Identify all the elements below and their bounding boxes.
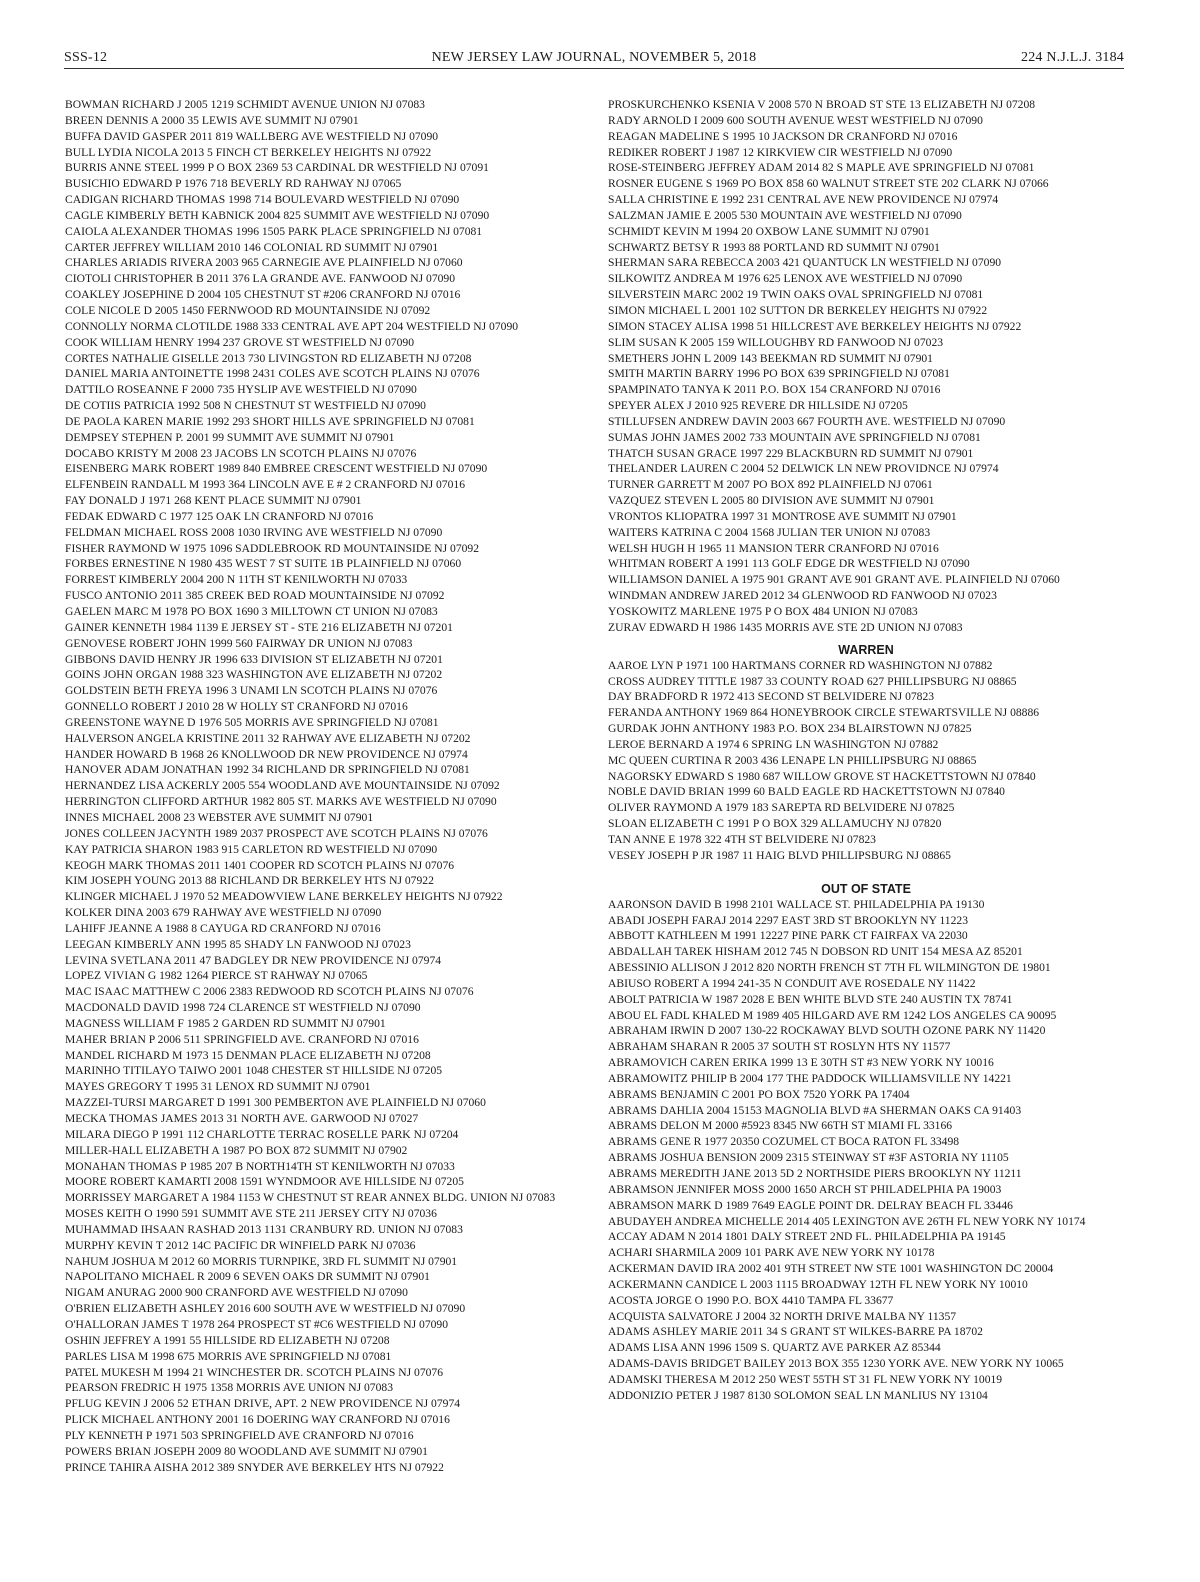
attorney-entry: ABRAMS DAHLIA 2004 15153 MAGNOLIA BLVD #A SHERMAN OAKS CA 91403 (608, 1103, 1022, 1117)
attorney-entry: ACKERMAN DAVID IRA 2002 401 9TH STREET NW STE 1001 WASHINGTON DC 20004 (608, 1262, 1054, 1276)
attorney-entry: GONNELLO ROBERT J 2010 28 W HOLLY ST CRANFORD NJ 07016 (65, 700, 408, 714)
attorney-entry: SPAMPINATO TANYA K 2011 P.O. BOX 154 CRANFORD NJ 07016 (608, 383, 941, 397)
attorney-entry: MUHAMMAD IHSAAN RASHAD 2013 1131 CRANBURY RD. UNION NJ 07083 (65, 1222, 463, 1236)
attorney-entry: MANDEL RICHARD M 1973 15 DENMAN PLACE ELIZABETH NJ 07208 (65, 1048, 431, 1062)
attorney-entry: VAZQUEZ STEVEN L 2005 80 DIVISION AVE SUMMIT NJ 07901 (608, 494, 935, 508)
attorney-entry: MARINHO TITILAYO TAIWO 2001 1048 CHESTER ST HILLSIDE NJ 07205 (65, 1064, 443, 1078)
attorney-entry: DATTILO ROSEANNE F 2000 735 HYSLIP AVE WESTFIELD NJ 07090 (65, 383, 417, 397)
attorney-entry: PATEL MUKESH M 1994 21 WINCHESTER DR. SCOTCH PLAINS NJ 07076 (65, 1365, 444, 1379)
attorney-entry: MOORE ROBERT KAMARTI 2008 1591 WYNDMOOR AVE HILLSIDE NJ 07205 (65, 1175, 464, 1189)
attorney-entry: ABOLT PATRICIA W 1987 2028 E BEN WHITE BLVD STE 240 AUSTIN TX 78741 (608, 992, 1013, 1006)
attorney-entry: COLE NICOLE D 2005 1450 FERNWOOD RD MOUNTAINSIDE NJ 07092 (65, 303, 431, 317)
attorney-entry: BUSICHIO EDWARD P 1976 718 BEVERLY RD RAHWAY NJ 07065 (65, 177, 402, 191)
attorney-entry: ACCAY ADAM N 2014 1801 DALY STREET 2ND FL. PHILADELPHIA PA 19145 (608, 1230, 1006, 1244)
attorney-entry: WAITERS KATRINA C 2004 1568 JULIAN TER UNION NJ 07083 (608, 525, 931, 539)
attorney-entry: PLY KENNETH P 1971 503 SPRINGFIELD AVE CRANFORD NJ 07016 (65, 1428, 414, 1442)
attorney-entry: ABRAHAM SHARAN R 2005 37 SOUTH ST ROSLYN HTS NY 11577 (608, 1040, 951, 1054)
attorney-entry: EISENBERG MARK ROBERT 1989 840 EMBREE CRESCENT WESTFIELD NJ 07090 (65, 462, 488, 476)
attorney-entry: CAGLE KIMBERLY BETH KABNICK 2004 825 SUMMIT AVE WESTFIELD NJ 07090 (65, 208, 490, 222)
attorney-entry: GOLDSTEIN BETH FREYA 1996 3 UNAMI LN SCOTCH PLAINS NJ 07076 (65, 684, 438, 698)
attorney-entry: MACDONALD DAVID 1998 724 CLARENCE ST WESTFIELD NJ 07090 (65, 1001, 421, 1015)
publication-title: NEW JERSEY LAW JOURNAL, NOVEMBER 5, 2018 (431, 50, 757, 65)
attorney-entry: ABRAMOVICH CAREN ERIKA 1999 13 E 30TH ST #3 NEW YORK NY 10016 (608, 1056, 994, 1070)
attorney-entry: ADAMS ASHLEY MARIE 2011 34 S GRANT ST WILKES-BARRE PA 18702 (608, 1325, 983, 1339)
attorney-entry: WHITMAN ROBERT A 1991 113 GOLF EDGE DR WESTFIELD NJ 07090 (608, 557, 970, 571)
attorney-entry: ADAMS-DAVIS BRIDGET BAILEY 2013 BOX 355 1230 YORK AVE. NEW YORK NY 10065 (608, 1357, 1064, 1371)
section-heading-out-of-state: OUT OF STATE (821, 881, 911, 896)
attorney-entry: FORBES ERNESTINE N 1980 435 WEST 7 ST SUITE 1B PLAINFIELD NJ 07060 (65, 557, 462, 571)
attorney-entry: ABRAMS MEREDITH JANE 2013 5D 2 NORTHSIDE PIERS BROOKLYN NY 11211 (608, 1167, 1022, 1180)
attorney-entry: THELANDER LAUREN C 2004 52 DELWICK LN NEW PROVIDNCE NJ 07974 (608, 462, 999, 476)
attorney-entry: HANOVER ADAM JONATHAN 1992 34 RICHLAND DR SPRINGFIELD NJ 07081 (65, 763, 470, 777)
attorney-entry: PFLUG KEVIN J 2006 52 ETHAN DRIVE, APT. 2 NEW PROVIDENCE NJ 07974 (65, 1397, 461, 1411)
attorney-entry: TURNER GARRETT M 2007 PO BOX 892 PLAINFIELD NJ 07061 (608, 478, 933, 492)
attorney-entry: SILKOWITZ ANDREA M 1976 625 LENOX AVE WESTFIELD NJ 07090 (608, 272, 963, 286)
attorney-entry: FORREST KIMBERLY 2004 200 N 11TH ST KENILWORTH NJ 07033 (65, 573, 408, 587)
attorney-entry: CARTER JEFFREY WILLIAM 2010 146 COLONIAL RD SUMMIT NJ 07901 (65, 240, 439, 254)
attorney-entry: BURRIS ANNE STEEL 1999 P O BOX 2369 53 CARDINAL DR WESTFIELD NJ 07091 (65, 161, 489, 175)
attorney-entry: PEARSON FREDRIC H 1975 1358 MORRIS AVE UNION NJ 07083 (65, 1381, 393, 1395)
attorney-entry: ELFENBEIN RANDALL M 1993 364 LINCOLN AVE E # 2 CRANFORD NJ 07016 (65, 478, 465, 492)
attorney-entry: BREEN DENNIS A 2000 35 LEWIS AVE SUMMIT NJ 07901 (65, 113, 359, 127)
attorney-entry: DE COTIIS PATRICIA 1992 508 N CHESTNUT ST WESTFIELD NJ 07090 (65, 399, 426, 413)
attorney-entry: HALVERSON ANGELA KRISTINE 2011 32 RAHWAY AVE ELIZABETH NJ 07202 (65, 731, 471, 745)
attorney-entry: PRINCE TAHIRA AISHA 2012 389 SNYDER AVE BERKELEY HTS NJ 07922 (65, 1460, 444, 1474)
citation: 224 N.J.L.J. 3184 (1021, 50, 1124, 65)
attorney-entry: ABRAMSON MARK D 1989 7649 EAGLE POINT DR. DELRAY BEACH FL 33446 (608, 1198, 1013, 1212)
attorney-entry: NAHUM JOSHUA M 2012 60 MORRIS TURNPIKE, 3RD FL SUMMIT NJ 07901 (65, 1254, 458, 1268)
attorney-entry: MC QUEEN CURTINA R 2003 436 LENAPE LN PHILLIPSBURG NJ 08865 (608, 753, 977, 767)
attorney-entry: LEEGAN KIMBERLY ANN 1995 85 SHADY LN FANWOOD NJ 07023 (65, 937, 411, 951)
attorney-entry: NAGORSKY EDWARD S 1980 687 WILLOW GROVE ST HACKETTSTOWN NJ 07840 (608, 769, 1036, 783)
attorney-entry: MAGNESS WILLIAM F 1985 2 GARDEN RD SUMMIT NJ 07901 (65, 1016, 386, 1030)
union-continued-list (608, 97, 1124, 636)
attorney-entry: INNES MICHAEL 2008 23 WEBSTER AVE SUMMIT NJ 07901 (65, 810, 374, 824)
attorney-entry: NAPOLITANO MICHAEL R 2009 6 SEVEN OAKS DR SUMMIT NJ 07901 (65, 1270, 430, 1284)
attorney-entry: NIGAM ANURAG 2000 900 CRANFORD AVE WESTFIELD NJ 07090 (65, 1286, 408, 1300)
attorney-entry: GAINER KENNETH 1984 1139 E JERSEY ST - STE 216 ELIZABETH NJ 07201 (65, 620, 453, 634)
attorney-entry: BUFFA DAVID GASPER 2011 819 WALLBERG AVE WESTFIELD NJ 07090 (65, 129, 439, 143)
attorney-entry: ABADI JOSEPH FARAJ 2014 2297 EAST 3RD ST BROOKLYN NY 11223 (608, 913, 968, 927)
attorney-entry: GENOVESE ROBERT JOHN 1999 560 FAIRWAY DR UNION NJ 07083 (65, 636, 413, 650)
attorney-entry: LOPEZ VIVIAN G 1982 1264 PIERCE ST RAHWAY NJ 07065 (65, 969, 368, 983)
attorney-entry: CADIGAN RICHARD THOMAS 1998 714 BOULEVARD WESTFIELD NJ 07090 (65, 193, 460, 207)
attorney-entry: CORTES NATHALIE GISELLE 2013 730 LIVINGSTON RD ELIZABETH NJ 07208 (65, 351, 472, 365)
attorney-entry: MOSES KEITH O 1990 591 SUMMIT AVE STE 211 JERSEY CITY NJ 07036 (65, 1207, 437, 1221)
page-label: SSS-12 (64, 50, 108, 65)
attorney-entry: SIMON STACEY ALISA 1998 51 HILLCREST AVE BERKELEY HEIGHTS NJ 07922 (608, 319, 1022, 333)
attorney-entry: DEMPSEY STEPHEN P. 2001 99 SUMMIT AVE SUMMIT NJ 07901 (65, 430, 395, 444)
attorney-entry: CHARLES ARIADIS RIVERA 2003 965 CARNEGIE AVE PLAINFIELD NJ 07060 (65, 256, 463, 270)
right-column (608, 97, 1124, 1404)
attorney-entry: AAROE LYN P 1971 100 HARTMANS CORNER RD WASHINGTON NJ 07882 (608, 658, 993, 672)
attorney-entry: REAGAN MADELINE S 1995 10 JACKSON DR CRANFORD NJ 07016 (608, 129, 958, 143)
attorney-entry: GIBBONS DAVID HENRY JR 1996 633 DIVISION ST ELIZABETH NJ 07201 (65, 652, 443, 666)
attorney-entry: LAHIFF JEANNE A 1988 8 CAYUGA RD CRANFORD NJ 07016 (65, 921, 381, 935)
attorney-entry: STILLUFSEN ANDREW DAVIN 2003 667 FOURTH AVE. WESTFIELD NJ 07090 (608, 414, 1006, 428)
attorney-entry: O'BRIEN ELIZABETH ASHLEY 2016 600 SOUTH AVE W WESTFIELD NJ 07090 (65, 1302, 466, 1316)
attorney-entry: SCHMIDT KEVIN M 1994 20 OXBOW LANE SUMMIT NJ 07901 (608, 224, 930, 238)
attorney-entry: DANIEL MARIA ANTOINETTE 1998 2431 COLES AVE SCOTCH PLAINS NJ 07076 (65, 367, 480, 381)
attorney-entry: SALZMAN JAMIE E 2005 530 MOUNTAIN AVE WESTFIELD NJ 07090 (608, 208, 962, 222)
attorney-entry: SILVERSTEIN MARC 2002 19 TWIN OAKS OVAL SPRINGFIELD NJ 07081 (608, 288, 984, 302)
attorney-entry: MONAHAN THOMAS P 1985 207 B NORTH14TH ST KENILWORTH NJ 07033 (65, 1159, 455, 1173)
attorney-entry: WILLIAMSON DANIEL A 1975 901 GRANT AVE 901 GRANT AVE. PLAINFIELD NJ 07060 (608, 573, 1060, 587)
attorney-entry: ACOSTA JORGE O 1990 P.O. BOX 4410 TAMPA FL 33677 (608, 1293, 894, 1307)
attorney-entry: ABRAMS DELON M 2000 #5923 8345 NW 66TH ST MIAMI FL 33166 (608, 1119, 953, 1133)
attorney-entry: OSHIN JEFFREY A 1991 55 HILLSIDE RD ELIZABETH NJ 07208 (65, 1333, 390, 1347)
attorney-entry: SCHWARTZ BETSY R 1993 88 PORTLAND RD SUMMIT NJ 07901 (608, 240, 940, 254)
attorney-entry: ABOU EL FADL KHALED M 1989 405 HILGARD AVE RM 1242 LOS ANGELES CA 90095 (608, 1008, 1057, 1022)
attorney-entry: POWERS BRIAN JOSEPH 2009 80 WOODLAND AVE SUMMIT NJ 07901 (65, 1444, 428, 1458)
attorney-entry: ACKERMANN CANDICE L 2003 1115 BROADWAY 12TH FL NEW YORK NY 10010 (608, 1277, 1028, 1291)
attorney-entry: VRONTOS KLIOPATRA 1997 31 MONTROSE AVE SUMMIT NJ 07901 (608, 509, 957, 523)
attorney-entry: ABRAMS JOSHUA BENSION 2009 2315 STEINWAY ST #3F ASTORIA NY 11105 (608, 1151, 1009, 1165)
attorney-entry: COAKLEY JOSEPHINE D 2004 105 CHESTNUT ST #206 CRANFORD NJ 07016 (65, 288, 461, 302)
attorney-entry: PARLES LISA M 1998 675 MORRIS AVE SPRINGFIELD NJ 07081 (65, 1349, 392, 1363)
attorney-entry: MILARA DIEGO P 1991 112 CHARLOTTE TERRAC ROSELLE PARK NJ 07204 (65, 1127, 459, 1141)
attorney-entry: MAYES GREGORY T 1995 31 LENOX RD SUMMIT NJ 07901 (65, 1080, 371, 1094)
attorney-entry: SLOAN ELIZABETH C 1991 P O BOX 329 ALLAMUCHY NJ 07820 (608, 817, 942, 831)
attorney-entry: KAY PATRICIA SHARON 1983 915 CARLETON RD WESTFIELD NJ 07090 (65, 842, 438, 856)
attorney-entry: FELDMAN MICHAEL ROSS 2008 1030 IRVING AVE WESTFIELD NJ 07090 (65, 525, 443, 539)
attorney-entry: CONNOLLY NORMA CLOTILDE 1988 333 CENTRAL AVE APT 204 WESTFIELD NJ 07090 (65, 319, 519, 333)
attorney-entry: SALLA CHRISTINE E 1992 231 CENTRAL AVE NEW PROVIDENCE NJ 07974 (608, 193, 999, 207)
attorney-entry: LEROE BERNARD A 1974 6 SPRING LN WASHINGTON NJ 07882 (608, 737, 939, 751)
attorney-entry: ABRAMOWITZ PHILIP B 2004 177 THE PADDOCK WILLIAMSVILLE NY 14221 (608, 1071, 1012, 1085)
attorney-entry: ABRAMS BENJAMIN C 2001 PO BOX 7520 YORK PA 17404 (608, 1087, 910, 1101)
attorney-entry: ABDALLAH TAREK HISHAM 2012 745 N DOBSON RD UNIT 154 MESA AZ 85201 (608, 945, 1023, 959)
attorney-entry: YOSKOWITZ MARLENE 1975 P O BOX 484 UNION NJ 07083 (608, 605, 918, 618)
section-heading-warren: WARREN (838, 642, 894, 657)
left-column (65, 97, 581, 1475)
attorney-entry: SLIM SUSAN K 2005 159 WILLOUGHBY RD FANWOOD NJ 07023 (608, 335, 944, 349)
attorney-entry: ABRAHAM IRWIN D 2007 130-22 ROCKAWAY BLVD SOUTH OZONE PARK NY 11420 (608, 1024, 1046, 1038)
attorney-entry: GAELEN MARC M 1978 PO BOX 1690 3 MILLTOWN CT UNION NJ 07083 (65, 605, 438, 618)
attorney-entry: ACHARI SHARMILA 2009 101 PARK AVE NEW YORK NY 10178 (608, 1246, 935, 1260)
attorney-entry: REDIKER ROBERT J 1987 12 KIRKVIEW CIR WESTFIELD NJ 07090 (608, 145, 953, 159)
attorney-entry: ABIUSO ROBERT A 1994 241-35 N CONDUIT AVE ROSEDALE NY 11422 (608, 976, 976, 990)
attorney-entry: KEOGH MARK THOMAS 2011 1401 COOPER RD SCOTCH PLAINS NJ 07076 (65, 858, 455, 872)
attorney-entry: ZURAV EDWARD H 1986 1435 MORRIS AVE STE 2D UNION NJ 07083 (608, 620, 963, 634)
attorney-entry: SMITH MARTIN BARRY 1996 PO BOX 639 SPRINGFIELD NJ 07081 (608, 367, 950, 381)
attorney-entry: ABESSINIO ALLISON J 2012 820 NORTH FRENCH ST 7TH FL WILMINGTON DE 19801 (608, 961, 1051, 975)
attorney-entry: MECKA THOMAS JAMES 2013 31 NORTH AVE. GARWOOD NJ 07027 (65, 1112, 419, 1125)
attorney-entry: ROSNER EUGENE S 1969 PO BOX 858 60 WALNUT STREET STE 202 CLARK NJ 07066 (608, 177, 1049, 191)
attorney-entry: MAZZEI-TURSI MARGARET D 1991 300 PEMBERTON AVE PLAINFIELD NJ 07060 (65, 1096, 486, 1110)
attorney-entry: ABRAMSON JENNIFER MOSS 2000 1650 ARCH ST PHILADELPHIA PA 19003 (608, 1182, 1002, 1196)
attorney-entry: FEDAK EDWARD C 1977 125 OAK LN CRANFORD NJ 07016 (65, 509, 374, 523)
attorney-entry: ADAMS LISA ANN 1996 1509 S. QUARTZ AVE PARKER AZ 85344 (608, 1341, 941, 1355)
attorney-entry: MAHER BRIAN P 2006 511 SPRINGFIELD AVE. CRANFORD NJ 07016 (65, 1032, 419, 1046)
attorney-entry: ADDONIZIO PETER J 1987 8130 SOLOMON SEAL LN MANLIUS NY 13104 (608, 1388, 988, 1402)
attorney-entry: MORRISSEY MARGARET A 1984 1153 W CHESTNUT ST REAR ANNEX BLDG. UNION NJ 07083 (65, 1191, 556, 1205)
attorney-entry: SPEYER ALEX J 2010 925 REVERE DR HILLSIDE NJ 07205 (608, 399, 908, 413)
attorney-entry: ABRAMS GENE R 1977 20350 COZUMEL CT BOCA RATON FL 33498 (608, 1135, 960, 1149)
attorney-entry: NOBLE DAVID BRIAN 1999 60 BALD EAGLE RD HACKETTSTOWN NJ 07840 (608, 785, 1005, 799)
attorney-entry: GREENSTONE WAYNE D 1976 505 MORRIS AVE SPRINGFIELD NJ 07081 (65, 715, 439, 729)
attorney-entry: SIMON MICHAEL L 2001 102 SUTTON DR BERKELEY HEIGHTS NJ 07922 (608, 303, 988, 317)
attorney-entry: COOK WILLIAM HENRY 1994 237 GROVE ST WESTFIELD NJ 07090 (65, 335, 414, 349)
attorney-entry: KLINGER MICHAEL J 1970 52 MEADOWVIEW LANE BERKELEY HEIGHTS NJ 07922 (65, 890, 503, 904)
attorney-entry: PLICK MICHAEL ANTHONY 2001 16 DOERING WAY CRANFORD NJ 07016 (65, 1413, 450, 1427)
attorney-entry: GURDAK JOHN ANTHONY 1983 P.O. BOX 234 BLAIRSTOWN NJ 07825 (608, 722, 972, 736)
warren-list (608, 658, 1124, 864)
attorney-entry: CIOTOLI CHRISTOPHER B 2011 376 LA GRANDE AVE. FANWOOD NJ 07090 (65, 272, 456, 286)
attorney-entry: LEVINA SVETLANA 2011 47 BADGLEY DR NEW PROVIDENCE NJ 07974 (65, 953, 442, 967)
attorney-entry: OLIVER RAYMOND A 1979 183 SAREPTA RD BELVIDERE NJ 07825 (608, 801, 955, 815)
attorney-entry: KOLKER DINA 2003 679 RAHWAY AVE WESTFIELD NJ 07090 (65, 906, 382, 920)
attorney-entry: DAY BRADFORD R 1972 413 SECOND ST BELVIDERE NJ 07823 (608, 690, 935, 704)
attorney-entry: VESEY JOSEPH P JR 1987 11 HAIG BLVD PHILLIPSBURG NJ 08865 (608, 848, 951, 862)
attorney-entry: SMETHERS JOHN L 2009 143 BEEKMAN RD SUMMIT NJ 07901 (608, 351, 933, 365)
attorney-entry: FUSCO ANTONIO 2011 385 CREEK BED ROAD MOUNTAINSIDE NJ 07092 (65, 589, 445, 603)
attorney-entry: WINDMAN ANDREW JARED 2012 34 GLENWOOD RD FANWOOD NJ 07023 (608, 589, 997, 603)
attorney-entry: MAC ISAAC MATTHEW C 2006 2383 REDWOOD RD SCOTCH PLAINS NJ 07076 (65, 985, 474, 999)
attorney-entry: CROSS AUDREY TITTLE 1987 33 COUNTY ROAD 627 PHILLIPSBURG NJ 08865 (608, 674, 1017, 688)
attorney-entry: SUMAS JOHN JAMES 2002 733 MOUNTAIN AVE SPRINGFIELD NJ 07081 (608, 430, 981, 444)
attorney-entry: HERRINGTON CLIFFORD ARTHUR 1982 805 ST. MARKS AVE WESTFIELD NJ 07090 (65, 795, 497, 809)
attorney-entry: MURPHY KEVIN T 2012 14C PACIFIC DR WINFIELD PARK NJ 07036 (65, 1238, 416, 1252)
attorney-entry: GOINS JOHN ORGAN 1988 323 WASHINGTON AVE ELIZABETH NJ 07202 (65, 668, 443, 682)
attorney-entry: O'HALLORAN JAMES T 1978 264 PROSPECT ST #C6 WESTFIELD NJ 07090 (65, 1317, 449, 1331)
attorney-entry: RADY ARNOLD I 2009 600 SOUTH AVENUE WEST WESTFIELD NJ 07090 (608, 113, 983, 127)
attorney-entry: ADAMSKI THERESA M 2012 250 WEST 55TH ST 31 FL NEW YORK NY 10019 (608, 1372, 1003, 1386)
attorney-entry: TAN ANNE E 1978 322 4TH ST BELVIDERE NJ 07823 (608, 832, 876, 846)
attorney-entry: DE PAOLA KAREN MARIE 1992 293 SHORT HILLS AVE SPRINGFIELD NJ 07081 (65, 414, 475, 428)
attorney-entry: PROSKURCHENKO KSENIA V 2008 570 N BROAD ST STE 13 ELIZABETH NJ 07208 (608, 98, 1036, 111)
attorney-entry: BULL LYDIA NICOLA 2013 5 FINCH CT BERKELEY HEIGHTS NJ 07922 (65, 145, 432, 159)
page-header (64, 46, 1124, 69)
attorney-entry: KIM JOSEPH YOUNG 2013 88 RICHLAND DR BERKELEY HTS NJ 07922 (65, 874, 434, 888)
attorney-entry: HANDER HOWARD B 1968 26 KNOLLWOOD DR NEW PROVIDENCE NJ 07974 (65, 747, 468, 761)
attorney-entry: AARONSON DAVID B 1998 2101 WALLACE ST. PHILADELPHIA PA 19130 (608, 897, 985, 911)
attorney-entry: ROSE-STEINBERG JEFFREY ADAM 2014 82 S MAPLE AVE SPRINGFIELD NJ 07081 (608, 161, 1035, 175)
attorney-entry: FAY DONALD J 1971 268 KENT PLACE SUMMIT NJ 07901 (65, 494, 362, 508)
attorney-entry: SHERMAN SARA REBECCA 2003 421 QUANTUCK LN WESTFIELD NJ 07090 (608, 256, 1002, 270)
attorney-entry: BOWMAN RICHARD J 2005 1219 SCHMIDT AVENUE UNION NJ 07083 (65, 98, 425, 111)
attorney-entry: MILLER-HALL ELIZABETH A 1987 PO BOX 872 SUMMIT NJ 07902 (65, 1143, 408, 1157)
attorney-entry: ABBOTT KATHLEEN M 1991 12227 PINE PARK CT FAIRFAX VA 22030 (608, 929, 968, 943)
out-of-state-list (608, 897, 1124, 1404)
attorney-entry: FERANDA ANTHONY 1969 864 HONEYBROOK CIRCLE STEWARTSVILLE NJ 08886 (608, 706, 1040, 720)
attorney-entry: JONES COLLEEN JACYNTH 1989 2037 PROSPECT AVE SCOTCH PLAINS NJ 07076 (65, 826, 488, 840)
attorney-entry: WELSH HUGH H 1965 11 MANSION TERR CRANFORD NJ 07016 (608, 541, 939, 555)
attorney-entry: ABUDAYEH ANDREA MICHELLE 2014 405 LEXINGTON AVE 26TH FL NEW YORK NY 10174 (608, 1214, 1086, 1228)
attorney-entry: HERNANDEZ LISA ACKERLY 2005 554 WOODLAND AVE MOUNTAINSIDE NJ 07092 (65, 779, 500, 793)
attorney-entry: CAIOLA ALEXANDER THOMAS 1996 1505 PARK PLACE SPRINGFIELD NJ 07081 (65, 224, 483, 238)
attorney-entry: FISHER RAYMOND W 1975 1096 SADDLEBROOK RD MOUNTAINSIDE NJ 07092 (65, 541, 480, 555)
attorney-entry: DOCABO KRISTY M 2008 23 JACOBS LN SCOTCH PLAINS NJ 07076 (65, 446, 417, 460)
attorney-entry: THATCH SUSAN GRACE 1997 229 BLACKBURN RD SUMMIT NJ 07901 (608, 446, 974, 460)
attorney-entry: ACQUISTA SALVATORE J 2004 32 NORTH DRIVE MALBA NY 11357 (608, 1309, 957, 1323)
